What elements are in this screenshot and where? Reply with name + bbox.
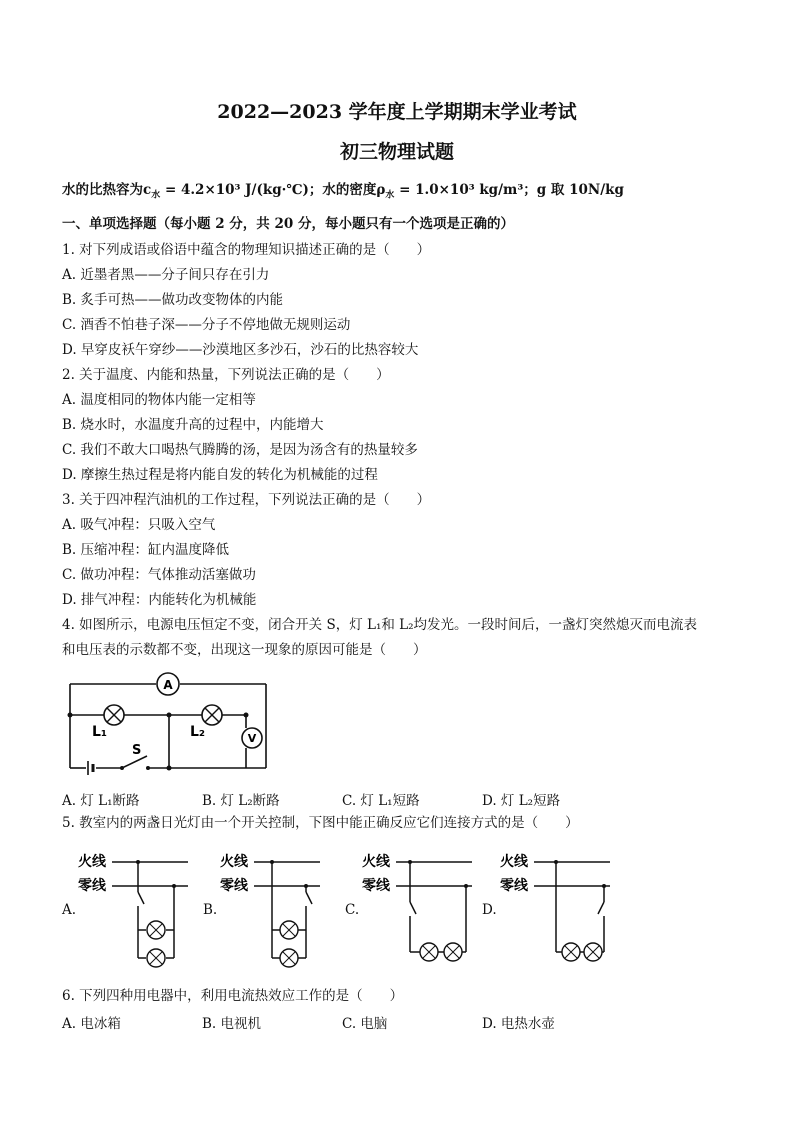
- constants-line: [62, 181, 624, 205]
- q2-option-a: A. 温度相同的物体内能一定相等: [62, 392, 256, 408]
- ammeter-icon: [157, 673, 179, 695]
- q3-option-d: D. 排气冲程：内能转化为机械能: [62, 592, 257, 608]
- q2-option-d: D. 摩擦生热过程是将内能自发的转化为机械能的过程: [62, 467, 378, 483]
- q4-option-a: A. 灯 L₁断路: [62, 793, 140, 809]
- lamp2-label: L₂: [190, 724, 206, 740]
- exam-subtitle: 初三物理试题: [339, 141, 454, 163]
- q4-option-c: C. 灯 L₁短路: [342, 793, 420, 809]
- constants-sub-b: 水: [385, 190, 395, 201]
- switch-label: S: [132, 743, 142, 758]
- q4-option-d: D. 灯 L₂短路: [482, 793, 561, 809]
- q2-option-c: C. 我们不敢大口喝热气腾腾的汤，是因为汤含有的热量较多: [62, 442, 418, 458]
- q6-option-c: C. 电脑: [342, 1016, 388, 1032]
- q6-option-d: D. 电热水壶: [482, 1016, 555, 1032]
- q1-option-a: A. 近墨者黑——分子间只存在引力: [62, 267, 270, 283]
- q1-option-c: C. 酒香不怕巷子深——分子不停地做无规则运动: [62, 317, 351, 333]
- q4-option-b: B. 灯 L₂断路: [202, 793, 280, 809]
- q1-option-b: B. 炙手可热——做功改变物体的内能: [62, 292, 284, 308]
- q3-option-c: C. 做功冲程：气体推动活塞做功: [62, 567, 256, 583]
- q6-option-b: B. 电视机: [202, 1016, 262, 1032]
- ammeter-label: A: [163, 678, 173, 692]
- q5d-neutral-label: 零线: [500, 878, 528, 894]
- q5-figure-a: [78, 848, 190, 970]
- q4-stem-line1: 4. 如图所示，电源电压恒定不变，闭合开关 S，灯 L₁和 L₂均发光。一段时间后，一盏灯突然熄灭而电流表: [62, 617, 698, 633]
- q5d-lamp1-icon: [562, 943, 580, 961]
- q5c-lamp2-icon: [444, 943, 462, 961]
- q2-stem: 2. 关于温度、内能和热量，下列说法正确的是（ ）: [62, 367, 390, 383]
- q1-option-d: D. 早穿皮袄午穿纱——沙漠地区多沙石，沙石的比热容较大: [62, 342, 419, 358]
- q5c-neutral-label: 零线: [362, 878, 390, 894]
- q5-label-d: D.: [482, 902, 497, 918]
- q1-stem: 1. 对下列成语或俗语中蕴含的物理知识描述正确的是（ ）: [62, 242, 431, 258]
- exam-title: 2022—2023 学年度上学期期末学业考试: [217, 101, 577, 123]
- constants-sub-a: 水: [151, 190, 161, 201]
- q5c-lamp1-icon: [420, 943, 438, 961]
- q5c-live-label: 火线: [362, 854, 390, 870]
- q4-stem-line2: 和电压表的示数都不变，出现这一现象的原因可能是（ ）: [62, 642, 427, 658]
- voltmeter-icon: [242, 728, 262, 748]
- q6-options: [62, 1012, 662, 1032]
- lamp1-label: L₁: [92, 724, 108, 740]
- q5-figure-d: [500, 848, 612, 970]
- constants-eq-b: = 1.0×10³ kg/m³；g 取 10N/kg: [394, 182, 624, 198]
- q5a-neutral-label: 零线: [78, 878, 106, 894]
- q5-figure-b: [220, 848, 332, 970]
- q4-options: [62, 789, 662, 809]
- constants-eq-a: = 4.2×10³ J/(kg·℃)；水的密度ρ: [160, 182, 386, 198]
- lamp1-icon: [104, 705, 124, 725]
- q5-label-c: C.: [345, 902, 360, 918]
- q5b-live-label: 火线: [220, 854, 248, 870]
- q6-option-a: A. 电冰箱: [62, 1016, 121, 1032]
- q4-circuit-diagram: [62, 670, 272, 778]
- lamp2-icon: [202, 705, 222, 725]
- q5-label-a: A.: [62, 902, 77, 918]
- q5a-lamp1-icon: [147, 921, 165, 939]
- section-heading: 一、单项选择题（每小题 2 分，共 20 分，每小题只有一个选项是正确的）: [62, 216, 514, 232]
- q3-option-b: B. 压缩冲程：缸内温度降低: [62, 542, 230, 558]
- q5-figure-c: [362, 848, 474, 970]
- q2-option-b: B. 烧水时，水温度升高的过程中，内能增大: [62, 417, 324, 433]
- constants-text-a: 水的比热容为c: [62, 182, 152, 198]
- q3-option-a: A. 吸气冲程：只吸入空气: [62, 517, 216, 533]
- q5b-neutral-label: 零线: [220, 878, 248, 894]
- q5d-lamp2-icon: [584, 943, 602, 961]
- voltmeter-label: V: [247, 732, 257, 745]
- q5b-lamp2-icon: [280, 949, 298, 967]
- q5b-lamp1-icon: [280, 921, 298, 939]
- q5a-live-label: 火线: [78, 854, 106, 870]
- q5d-live-label: 火线: [500, 854, 528, 870]
- q5a-lamp2-icon: [147, 949, 165, 967]
- q5-stem: 5. 教室内的两盏日光灯由一个开关控制，下图中能正确反应它们连接方式的是（ ）: [62, 815, 579, 831]
- q6-stem: 6. 下列四种用电器中，利用电流热效应工作的是（ ）: [62, 988, 404, 1004]
- q5-label-b: B.: [203, 902, 218, 918]
- q3-stem: 3. 关于四冲程汽油机的工作过程，下列说法正确的是（ ）: [62, 492, 431, 508]
